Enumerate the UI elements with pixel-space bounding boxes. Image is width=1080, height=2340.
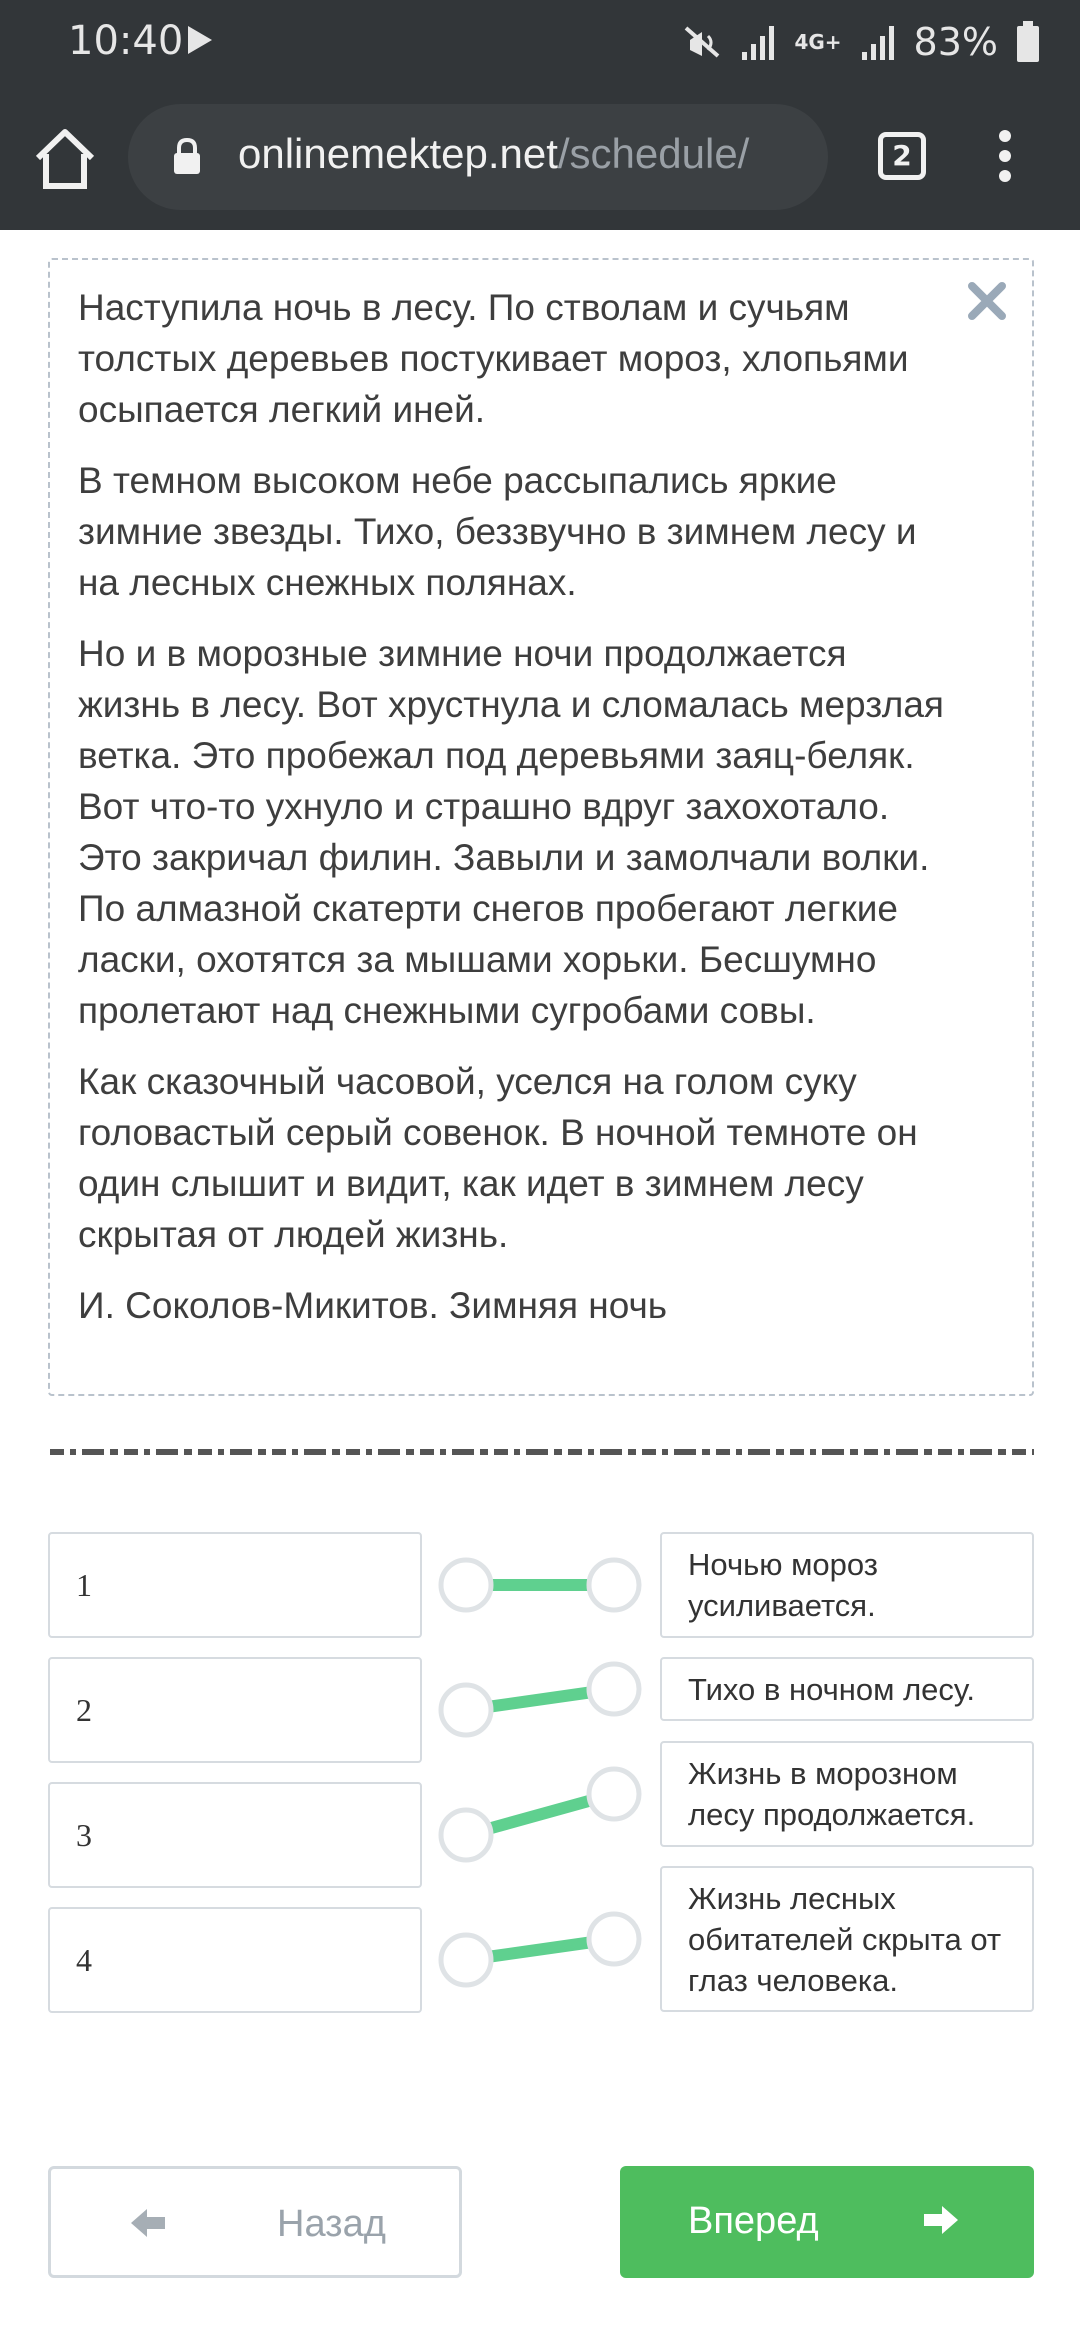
back-button[interactable] (48, 2166, 462, 2278)
match-right-item-2[interactable] (660, 1657, 1034, 1721)
connector-handle-left[interactable] (441, 1560, 491, 1610)
reading-passage (48, 258, 1034, 1396)
connector-3 (441, 1769, 639, 1860)
match-right-label: Жизнь лесных обитателей скрыта от глаз человека. (688, 1880, 1002, 1998)
menu-icon[interactable] (990, 130, 1020, 190)
tab-count: 2 (892, 139, 912, 172)
match-right-item-3[interactable] (660, 1741, 1034, 1847)
match-left-label: 3 (76, 1816, 92, 1853)
lock-icon (172, 136, 202, 176)
match-right-item-4[interactable] (660, 1866, 1034, 2012)
url-text (238, 130, 749, 178)
match-right-label: Тихо в ночном лесу. (688, 1671, 975, 1707)
play-icon (188, 26, 212, 54)
match-left-item-4[interactable] (48, 1907, 422, 2013)
passage-paragraph: Наступила ночь в лесу. По стволам и сучьям толстых деревьев постукивает мороз, хлопьями осыпается легкий иней. (78, 287, 909, 430)
tabs-icon[interactable] (878, 132, 926, 180)
match-left-item-2[interactable] (48, 1657, 422, 1763)
match-left-label: 1 (76, 1566, 92, 1603)
browser-toolbar (0, 84, 1080, 230)
passage-paragraph: В темном высоком небе рассыпались яркие зимние звезды. Тихо, беззвучно в зимнем лесу и на лесных снежных полянах. (78, 460, 917, 603)
connector-handle-left[interactable] (441, 1935, 491, 1985)
connector-handle-right[interactable] (589, 1769, 639, 1819)
address-bar[interactable] (128, 104, 828, 210)
back-button-label: Назад (277, 2203, 386, 2245)
status-icons (682, 14, 1040, 70)
connector-handle-right[interactable] (589, 1914, 639, 1964)
battery-icon (1016, 21, 1040, 63)
section-divider (50, 1448, 1034, 1456)
battery-percent: 83% (913, 20, 998, 64)
connector-handle-left[interactable] (441, 1685, 491, 1735)
connector-2 (441, 1664, 639, 1735)
status-bar (0, 0, 1080, 84)
connector-handle-right[interactable] (589, 1664, 639, 1714)
match-left-item-3[interactable] (48, 1782, 422, 1888)
url-path: /schedule/ (557, 130, 750, 177)
network-type: 4G+ (794, 30, 842, 54)
home-icon[interactable] (30, 124, 100, 194)
match-right-label: Ночью мороз усиливается. (688, 1547, 879, 1623)
passage-author: И. Соколов-Микитов. Зимняя ночь (78, 1285, 668, 1326)
connector-1 (441, 1560, 639, 1610)
match-left-item-1[interactable] (48, 1532, 422, 1638)
passage-paragraph: Но и в морозные зимние ночи продолжается жизнь в лесу. Вот хрустнула и сломалась мерзлая ветка. Это пробежал под деревьями заяц-беляк. Вот что-то ухнуло и страшно вдруг захохотало. Это закричал филин. Завыли и замолчали волки. По алмазной скатерти снегов пробегают легкие ласки, охотятся за мышами хорьки. Бесшумно пролетают над снежными сугробами совы. (78, 633, 944, 1031)
connector-handle-right[interactable] (589, 1560, 639, 1610)
close-icon[interactable] (962, 276, 1012, 326)
match-left-label: 2 (76, 1691, 92, 1728)
status-time: 10:40 (68, 18, 184, 64)
arrow-left-icon (127, 2205, 167, 2241)
connector-handle-left[interactable] (441, 1810, 491, 1860)
match-right-label: Жизнь в морозном лесу продолжается. (688, 1756, 976, 1832)
next-button[interactable] (620, 2166, 1034, 2278)
next-button-label: Вперед (688, 2200, 819, 2242)
signal-icon (860, 22, 896, 62)
mute-icon (682, 22, 722, 62)
url-host: onlinemektep.net (238, 130, 558, 177)
connector-4 (441, 1914, 639, 1985)
match-right-item-1[interactable] (660, 1532, 1034, 1638)
signal-icon (740, 22, 776, 62)
arrow-right-icon (922, 2202, 962, 2238)
match-left-label: 4 (76, 1941, 92, 1978)
passage-paragraph: Как сказочный часовой, уселся на голом суку головастый серый совенок. В ночной темноте он один слышит и видит, как идет в зимнем лесу скрытая от людей жизнь. (78, 1061, 918, 1255)
